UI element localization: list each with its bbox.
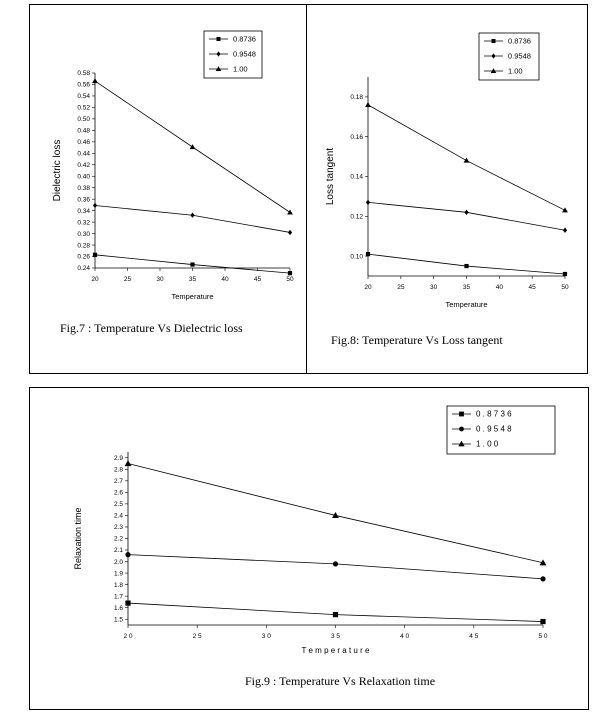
legend-marker xyxy=(459,412,464,417)
x-tick-label: 20 xyxy=(364,284,372,291)
legend-label: 0 . 8 7 3 6 xyxy=(476,409,512,419)
data-point-series-2 xyxy=(333,561,338,566)
series-line-2 xyxy=(95,205,290,232)
legend-label: 0.9548 xyxy=(233,49,256,59)
y-tick-label: 2.5 xyxy=(113,501,123,509)
y-tick-label: 0.46 xyxy=(77,139,90,147)
legend-label: 0 . 9 5 4 8 xyxy=(476,424,512,434)
data-point-series-2 xyxy=(190,213,194,218)
y-tick-label: 2.1 xyxy=(113,547,123,555)
x-tick-label: 35 xyxy=(462,284,471,291)
y-axis-label: Dielectric loss xyxy=(52,139,63,202)
figure-7-caption: Fig.7 : Temperature Vs Dielectric loss xyxy=(60,321,243,335)
y-tick-label: 1.6 xyxy=(113,604,123,612)
x-tick-label: 50 xyxy=(286,276,294,283)
x-tick-label: 40 xyxy=(495,284,503,291)
y-tick-label: 0.44 xyxy=(77,150,90,158)
y-tick-label: 0.16 xyxy=(350,133,363,141)
y-tick-label: 2.8 xyxy=(113,466,123,474)
y-tick-label: 2.9 xyxy=(113,454,123,462)
series-line-2 xyxy=(128,555,543,579)
y-tick-label: 0.26 xyxy=(77,253,90,261)
data-point-series-2 xyxy=(464,210,468,215)
legend-label: 1 . 0 0 xyxy=(476,439,499,449)
y-tick-label: 0.18 xyxy=(350,94,363,102)
y-tick-label: 0.14 xyxy=(350,173,363,181)
y-tick-label: 0.48 xyxy=(77,127,90,135)
data-point-series-1 xyxy=(125,600,130,605)
y-tick-label: 2.4 xyxy=(113,512,123,520)
y-tick-label: 0.10 xyxy=(350,253,363,261)
figure-8-caption: Fig.8: Temperature Vs Loss tangent xyxy=(331,333,503,347)
data-point-series-1 xyxy=(93,253,97,257)
x-tick-label: 4 0 xyxy=(400,633,410,640)
chart-3 xyxy=(73,406,555,655)
data-point-series-3 xyxy=(365,102,371,107)
y-tick-label: 1.9 xyxy=(113,570,123,578)
x-tick-label: 3 0 xyxy=(261,633,271,640)
x-tick-label: 25 xyxy=(123,276,132,283)
data-point-series-3 xyxy=(190,144,196,149)
y-axis-label: Loss tangent xyxy=(325,147,336,206)
series-line-2 xyxy=(368,202,565,230)
data-point-series-2 xyxy=(563,228,567,233)
data-point-series-2 xyxy=(288,230,292,235)
data-point-series-1 xyxy=(333,612,338,617)
x-tick-label: 45 xyxy=(528,284,536,291)
data-point-series-2 xyxy=(93,203,97,208)
y-tick-label: 0.38 xyxy=(77,184,90,192)
y-tick-label: 0.36 xyxy=(77,196,90,204)
y-tick-label: 0.58 xyxy=(77,70,90,78)
y-axis-label: Relaxation time xyxy=(73,507,83,570)
x-tick-label: 50 xyxy=(561,284,569,291)
y-tick-label: 0.32 xyxy=(77,219,90,227)
data-point-series-3 xyxy=(287,209,293,214)
y-tick-label: 1.5 xyxy=(113,616,123,624)
y-tick-label: 2.0 xyxy=(113,558,123,566)
y-tick-label: 0.56 xyxy=(77,81,90,89)
y-tick-label: 0.12 xyxy=(350,213,363,221)
y-tick-label: 0.54 xyxy=(77,93,90,101)
data-point-series-1 xyxy=(563,272,567,276)
x-tick-label: 40 xyxy=(221,276,229,283)
figure-9-caption: Fig.9 : Temperature Vs Relaxation time xyxy=(245,674,436,688)
chart-1 xyxy=(52,31,294,301)
data-point-series-2 xyxy=(540,576,545,581)
y-tick-label: 2.2 xyxy=(113,535,123,543)
y-tick-label: 0.52 xyxy=(77,104,90,112)
y-tick-label: 0.28 xyxy=(77,242,90,250)
x-tick-label: 20 xyxy=(91,276,99,283)
x-tick-label: 4 5 xyxy=(469,633,479,640)
data-point-series-1 xyxy=(366,252,370,256)
y-tick-label: 0.50 xyxy=(77,116,90,124)
y-tick-label: 0.42 xyxy=(77,161,90,169)
x-tick-label: 45 xyxy=(253,276,262,283)
x-axis-label: Temperature xyxy=(171,292,214,301)
y-tick-label: 0.30 xyxy=(77,230,90,238)
legend-label: 0.9548 xyxy=(508,51,531,61)
legend-marker xyxy=(217,37,221,41)
data-point-series-1 xyxy=(288,271,292,275)
x-axis-label: T e m p e r a t u r e xyxy=(301,646,370,655)
x-axis-label: Temperature xyxy=(445,300,488,309)
x-tick-label: 2 5 xyxy=(192,633,202,640)
legend-marker xyxy=(492,39,496,43)
x-tick-label: 30 xyxy=(430,284,438,291)
series-line-3 xyxy=(368,105,565,210)
y-tick-label: 0.40 xyxy=(77,173,90,181)
data-point-series-3 xyxy=(92,78,98,83)
legend-label: 1.00 xyxy=(508,66,523,76)
y-tick-label: 0.24 xyxy=(77,265,90,273)
x-tick-label: 35 xyxy=(188,276,197,283)
data-point-series-2 xyxy=(366,200,370,205)
x-tick-label: 3 5 xyxy=(330,633,341,640)
y-tick-label: 1.8 xyxy=(113,581,123,589)
data-point-series-1 xyxy=(464,264,468,268)
data-point-series-3 xyxy=(464,158,470,163)
data-point-series-3 xyxy=(562,207,568,212)
legend-marker xyxy=(459,427,464,432)
y-tick-label: 1.7 xyxy=(113,593,123,601)
x-tick-label: 2 0 xyxy=(123,633,133,640)
x-tick-label: 5 0 xyxy=(538,633,548,640)
chart-2 xyxy=(325,33,569,309)
y-tick-label: 2.3 xyxy=(113,524,123,532)
x-tick-label: 30 xyxy=(156,276,164,283)
x-tick-label: 25 xyxy=(397,284,405,291)
y-tick-label: 2.6 xyxy=(113,489,123,497)
data-point-series-3 xyxy=(125,460,132,466)
legend-label: 0.8736 xyxy=(233,34,256,44)
legend-label: 0.8736 xyxy=(508,36,531,46)
data-point-series-1 xyxy=(190,262,194,266)
legend-label: 1.00 xyxy=(233,64,248,74)
y-tick-label: 0.34 xyxy=(77,207,90,215)
data-point-series-2 xyxy=(125,552,130,557)
y-tick-label: 2.7 xyxy=(113,478,123,486)
data-point-series-1 xyxy=(540,619,545,624)
